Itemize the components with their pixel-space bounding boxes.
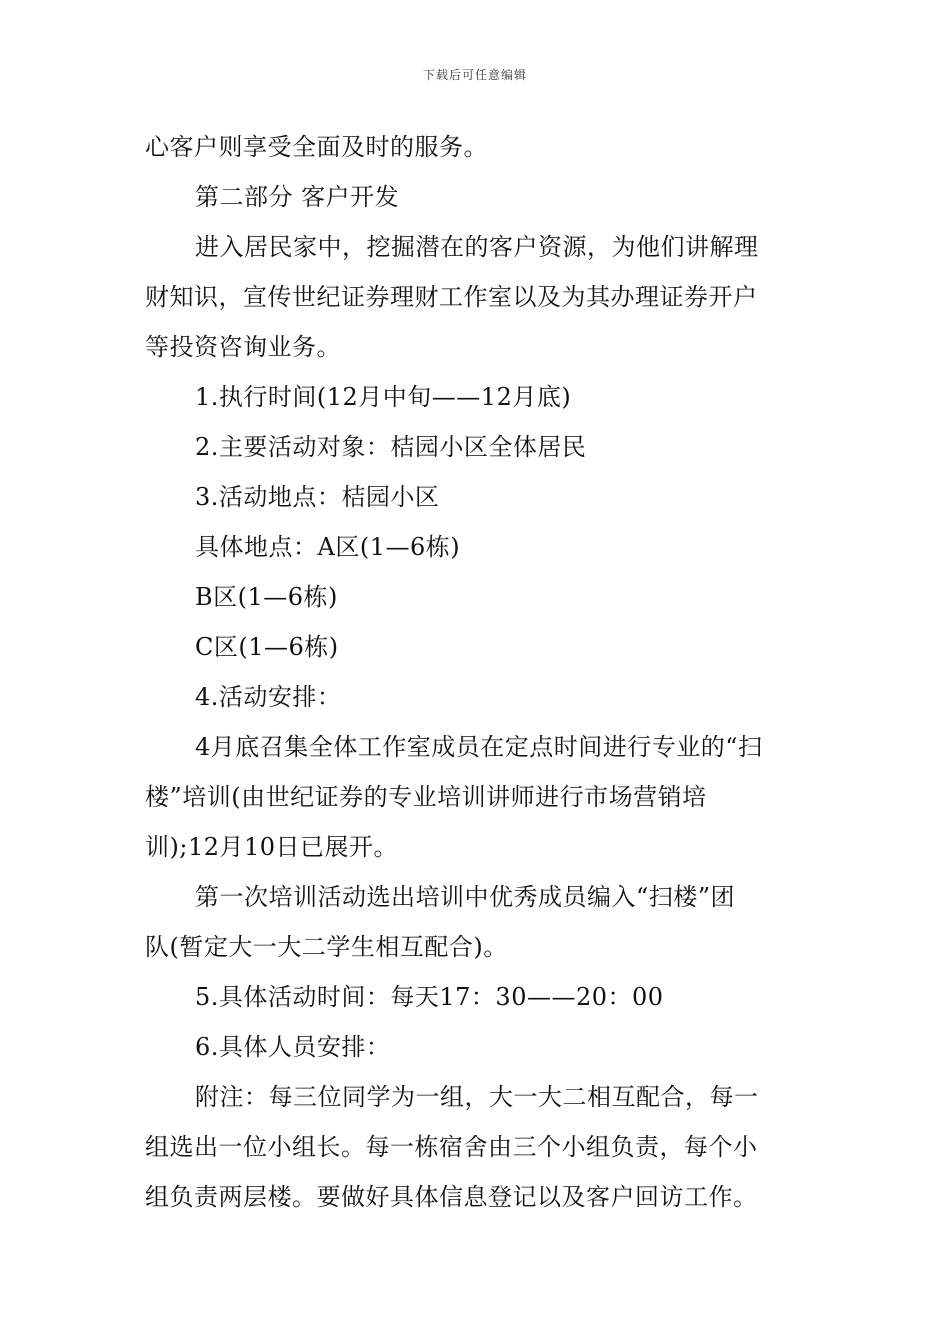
text-line: 第一次培训活动选出培训中优秀成员编入“扫楼”团: [195, 883, 736, 911]
text-line: 组选出一位小组长。每一栋宿舍由三个小组负责，每个小: [145, 1133, 758, 1161]
text-line: B区(1—6栋): [195, 583, 338, 611]
list-item: 4.活动安排：: [195, 683, 342, 711]
document-body: [145, 122, 810, 1222]
text-line: 附注：每三位同学为一组，大一大二相互配合，每一: [195, 1083, 759, 1111]
text-line: 心客户则享受全面及时的服务。: [145, 133, 488, 161]
list-item: 6.具体人员安排：: [195, 1033, 391, 1061]
text-line: C区(1—6栋): [195, 633, 339, 661]
text-line: 等投资咨询业务。: [145, 333, 341, 361]
text-line: 进入居民家中，挖掘潜在的客户资源，为他们讲解理: [195, 233, 759, 261]
list-item: 1.执行时间(12月中旬——12月底): [195, 383, 572, 411]
text-line: 队(暂定大一大二学生相互配合)。: [145, 933, 508, 961]
list-item: 5.具体活动时间：每天17：30——20：00: [195, 983, 664, 1011]
section-heading: 第二部分 客户开发: [195, 183, 400, 211]
text-line: 具体地点：A区(1—6栋): [195, 533, 461, 561]
text-line: 组负责两层楼。要做好具体信息登记以及客户回访工作。: [145, 1183, 758, 1211]
text-line: 4月底召集全体工作室成员在定点时间进行专业的“扫: [195, 733, 763, 761]
text-line: 楼”培训(由世纪证券的专业培训讲师进行市场营销培: [145, 783, 707, 811]
list-item: 3.活动地点：桔园小区: [195, 483, 440, 511]
header-note: 下载后可任意编辑: [422, 68, 527, 82]
text-line: 训);12月10日已展开。: [145, 833, 399, 861]
text-line: 财知识，宣传世纪证券理财工作室以及为其办理证券开户: [145, 283, 758, 311]
list-item: 2.主要活动对象：桔园小区全体居民: [195, 433, 587, 461]
